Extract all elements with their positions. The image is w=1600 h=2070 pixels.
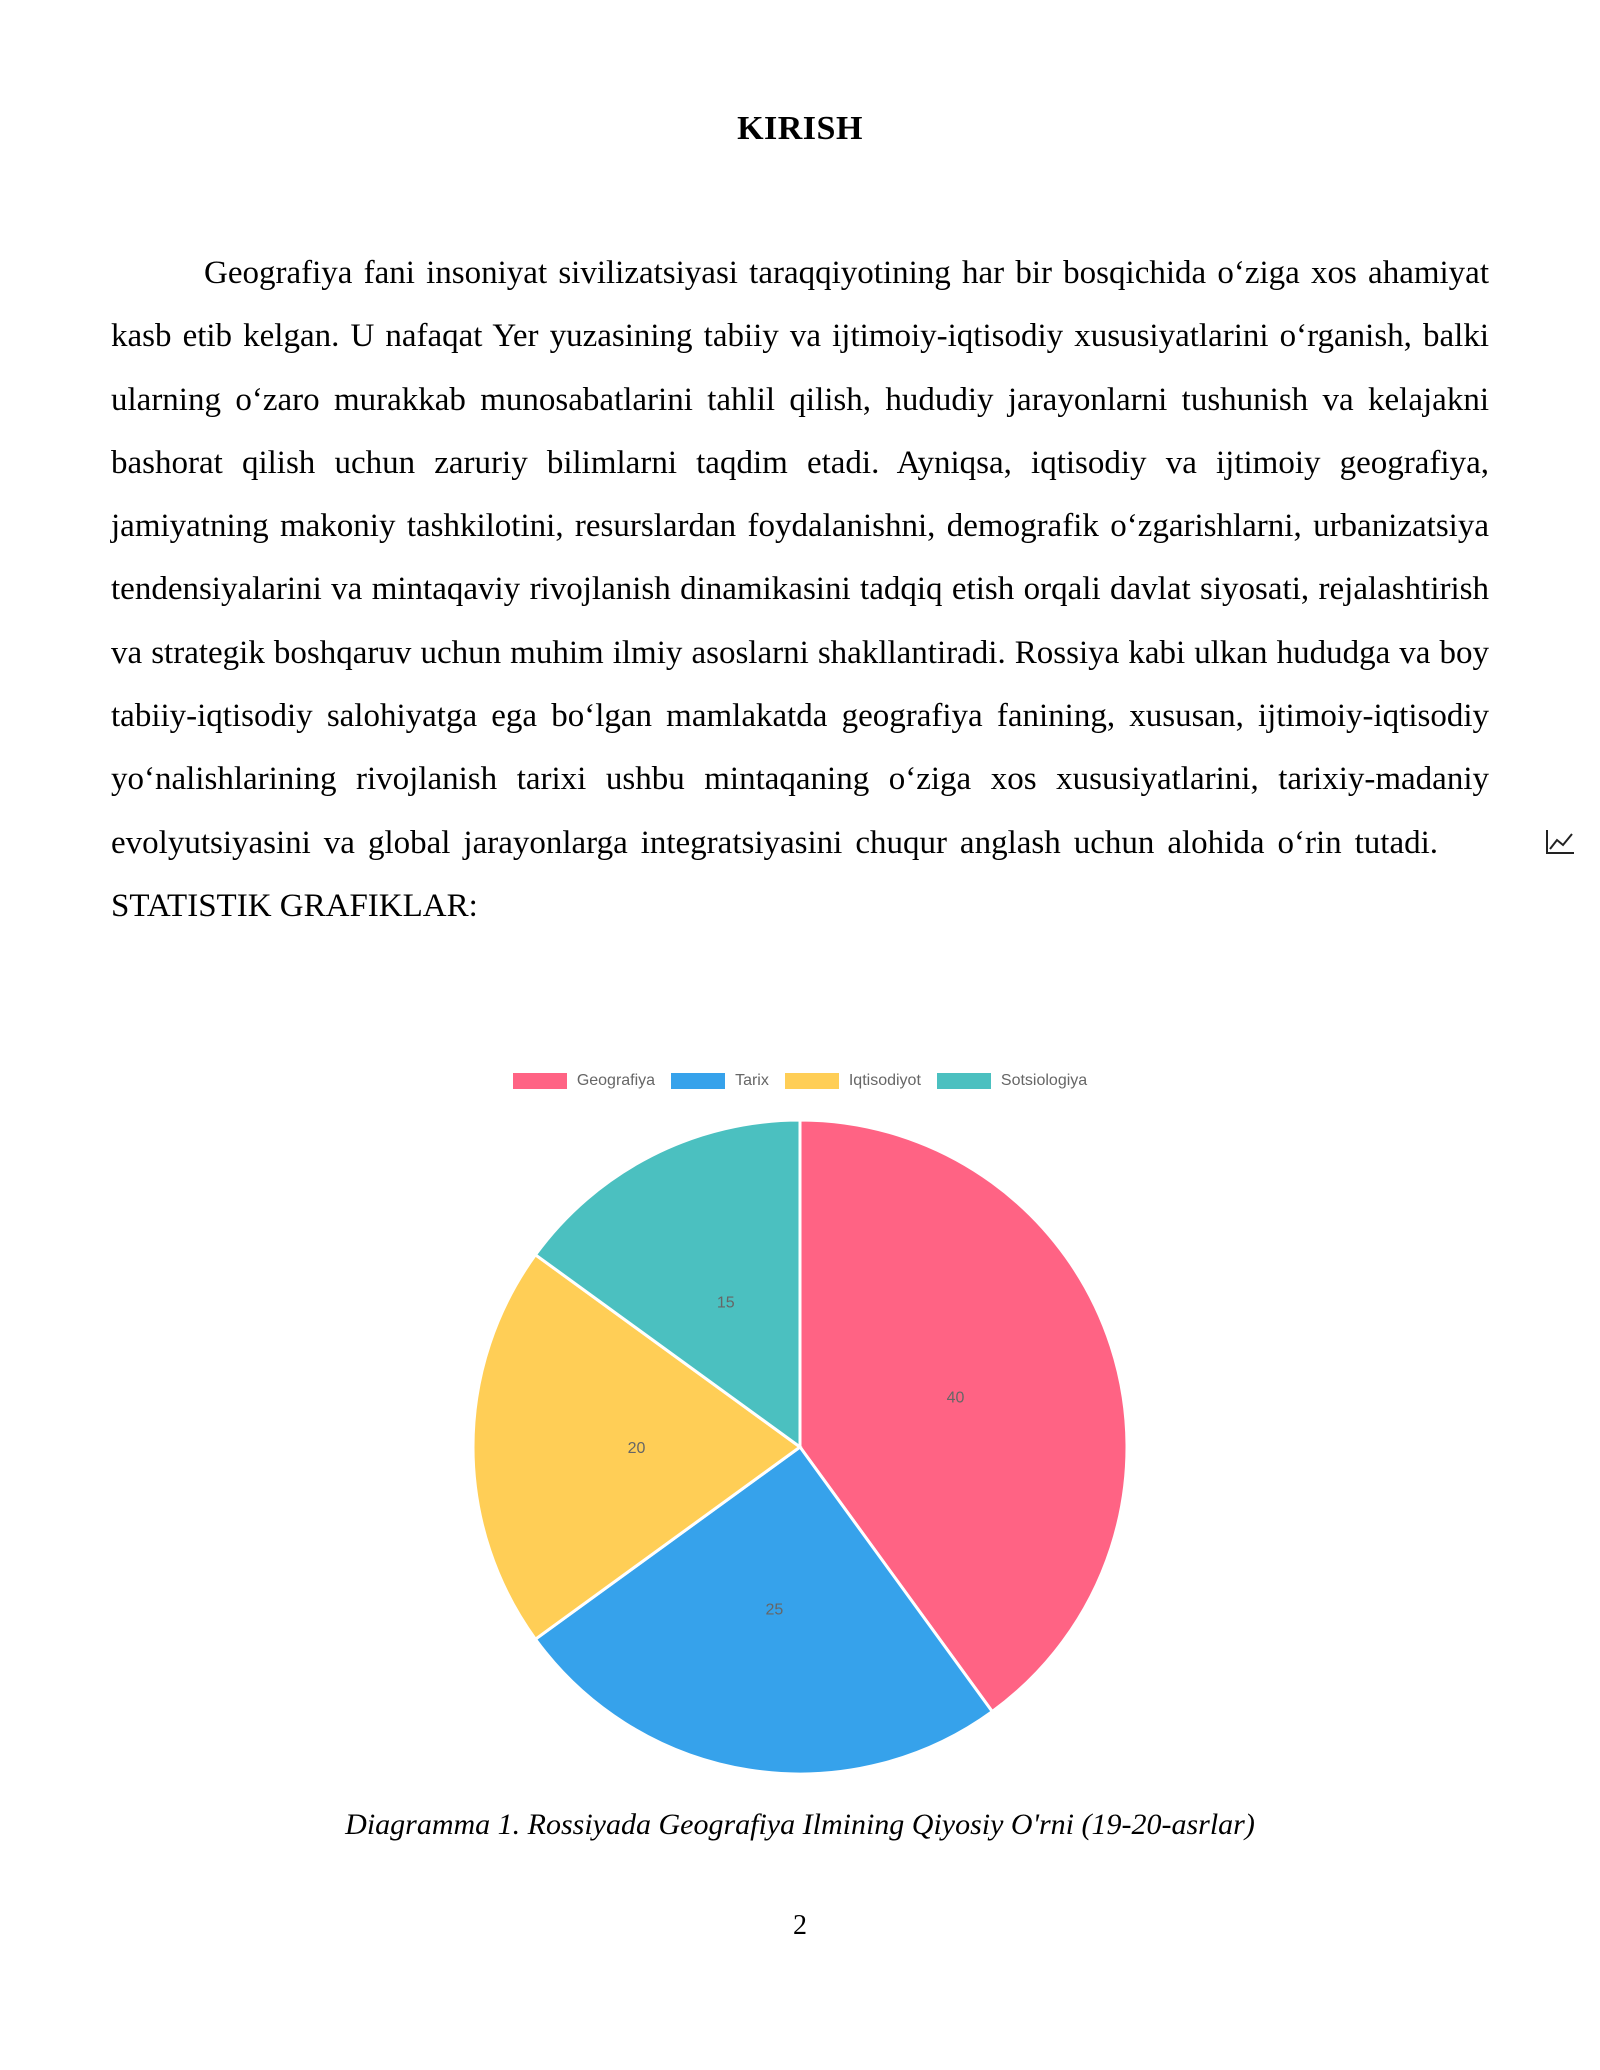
pie-chart: [0, 1060, 1600, 1800]
slice-value-label: 40: [946, 1389, 965, 1407]
legend-label: Tarix: [735, 1072, 769, 1089]
intro-paragraph: [111, 242, 1489, 938]
figure-caption: Diagramma 1. Rossiyada Geografiya Ilmining Qiyosiy O'rni (19-20-asrlar): [345, 1808, 1255, 1841]
chart-increasing-icon: [1451, 815, 1483, 843]
legend-label: Iqtisodiyot: [848, 1072, 921, 1089]
slice-value-label: 20: [627, 1440, 646, 1457]
legend-label: Sotsiologiya: [1000, 1072, 1088, 1089]
slice-value-label: 15: [716, 1294, 735, 1312]
legend-label: Geografiya: [576, 1072, 656, 1089]
slice-value-label: 25: [765, 1601, 784, 1619]
paragraph-text: Geografiya fani insoniyat sivilizatsiyasi taraqqiyotining har bir bosqichida o‘ziga xos ahamiyat kasb etib kelgan. U nafaqat Yer yuzasining tabiiy va ijtimoiy-iqtisodiy xususiyatlarini o‘rganish, balki ularning o‘zaro murakkab munosabatlarini tahlil qilish, hududiy jarayonlarni tushunish va kelajakni bashorat qilish uchun zaruriy bilimlarni taqdim etadi. Ayniqsa, iqtisodiy va ijtimoiy geografiya, jamiyatning makoniy tashkilotini, resurslardan foydalanishni, demografik o‘zgarishlarni, urbanizatsiya tendensiyalarini va mintaqaviy rivojlanish dinamikasini tadqiq etish orqali davlat siyosati, rejalashtirish va strategik boshqaruv uchun muhim ilmiy asoslarni shakllantiradi. Rossiya kabi ulkan hududga va boy tabiiy-iqtisodiy salohiyatga ega bo‘lgan mamlakatda geografiya fanining, xususan, ijtimoiy-iqtisodiy yo‘nalishlarining rivojlanish tarixi ushbu mintaqaning o‘ziga xos xususiyatlarini, tarixiy-madaniy evolyutsiyasini va global jarayonlarga integratsiyasini chuqur anglash uchun alohida o‘rin tutadi.: [111, 255, 1489, 861]
stats-label: STATISTIK GRAFIKLAR:: [111, 887, 478, 924]
page-heading: KIRISH: [737, 110, 863, 147]
pie-svg: [0, 1060, 1600, 1800]
page-number: 2: [793, 1910, 807, 1941]
